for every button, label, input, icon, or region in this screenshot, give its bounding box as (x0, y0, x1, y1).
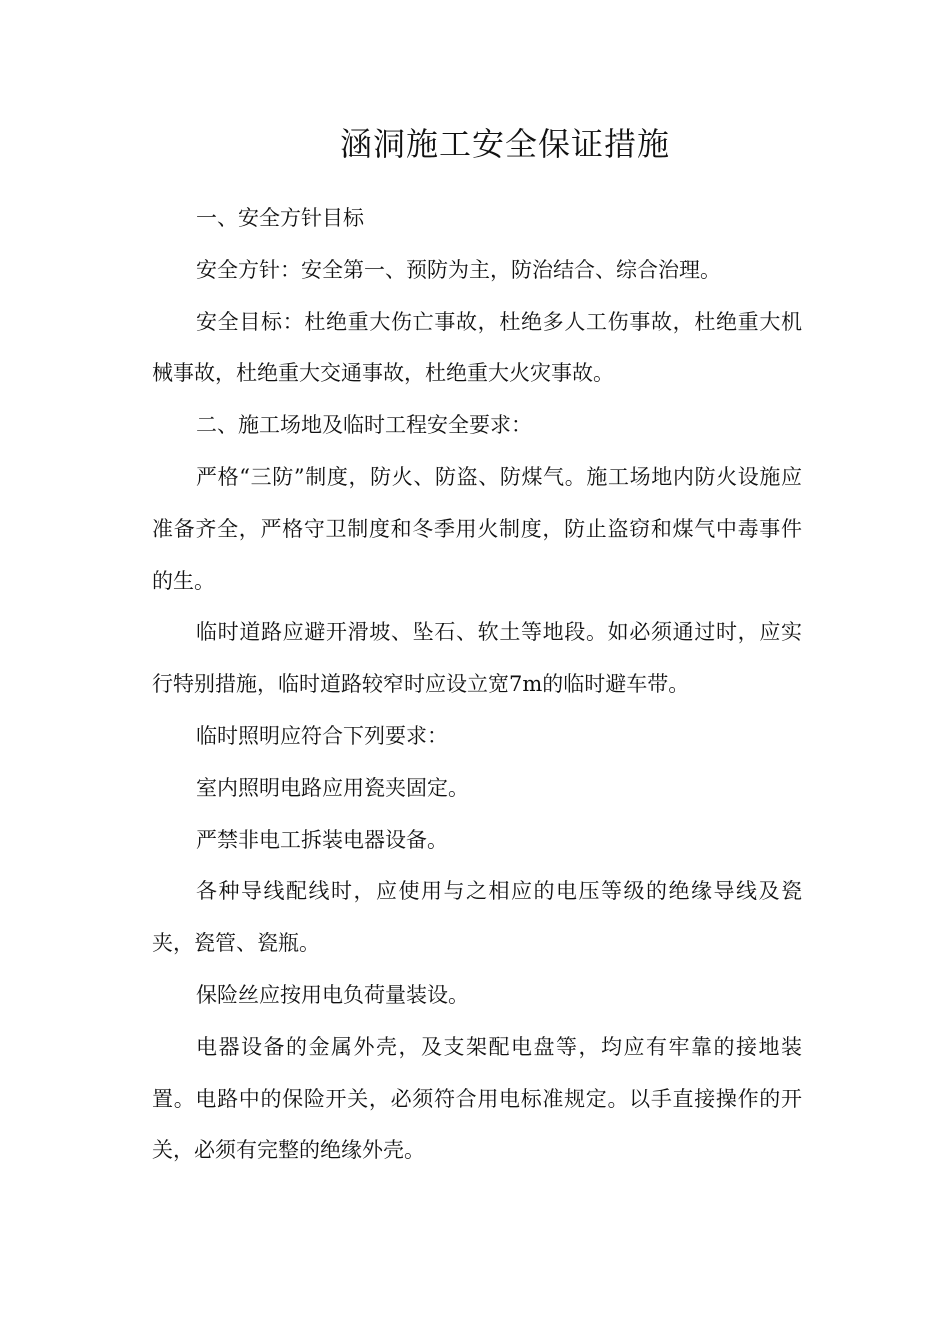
paragraph-lighting-requirements: 临时照明应符合下列要求： (196, 723, 448, 748)
document-body (152, 193, 802, 1177)
paragraph-grounding: 电器设备的金属外壳，及支架配电盘等，均应有牢靠的接地装置。电路中的保险开关，必须符合用电标准规定。以手直接操作的开关，必须有完整的绝缘外壳。 (152, 1034, 802, 1163)
section-heading-safety-policy: 一、安全方针目标 (196, 206, 364, 230)
document-title: 涵洞施工安全保证措施 (339, 125, 670, 163)
paragraph-safety-policy: 安全方针：安全第一、预防为主，防治结合、综合治理。 (196, 257, 721, 282)
paragraph-fuse: 保险丝应按用电负荷量装设。 (196, 982, 469, 1007)
paragraph-electrician-only: 严禁非电工拆装电器设备。 (196, 827, 448, 852)
paragraph-temporary-road: 临时道路应避开滑坡、坠石、软土等地段。如必须通过时，应实行特别措施，临时道路较窄时应设立宽7m的临时避车带。 (152, 620, 802, 697)
paragraph-indoor-lighting: 室内照明电路应用瓷夹固定。 (196, 775, 469, 800)
paragraph-three-prevention: 严格“三防”制度，防火、防盗、防煤气。施工场地内防火设施应准备齐全，严格守卫制度和冬季用火制度，防止盗窃和煤气中毒事件的生。 (152, 464, 802, 593)
paragraph-wiring: 各种导线配线时，应使用与之相应的电压等级的绝缘导线及瓷夹，瓷管、瓷瓶。 (152, 879, 802, 956)
section-heading-site-requirements: 二、施工场地及临时工程安全要求： (196, 413, 532, 438)
paragraph-safety-goal: 安全目标：杜绝重大伤亡事故，杜绝多人工伤事故，杜绝重大机械事故，杜绝重大交通事故，杜绝重大火灾事故。 (152, 309, 802, 386)
